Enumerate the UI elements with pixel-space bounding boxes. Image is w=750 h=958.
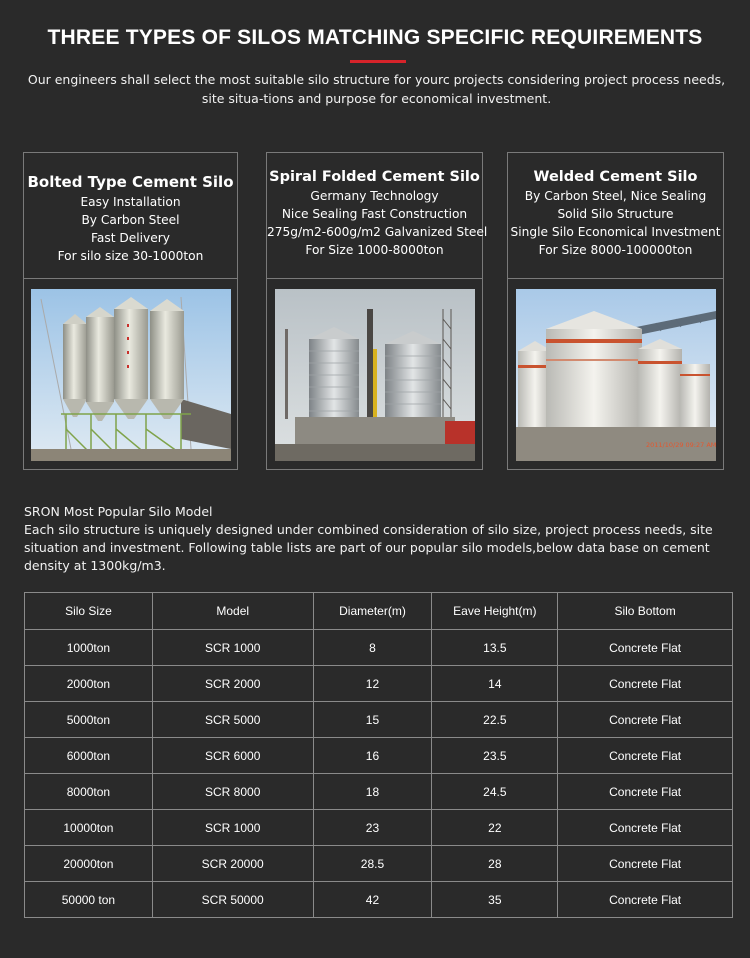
- table-cell: 16: [313, 738, 432, 774]
- table-cell: 23: [313, 810, 432, 846]
- intro-text: Our engineers shall select the most suitable silo structure for yourc projects considering project process needs, site situa-tions and purpose for economical investment.: [27, 72, 726, 106]
- table-cell: 13.5: [432, 630, 558, 666]
- table-cell: Concrete Flat: [558, 846, 733, 882]
- spiral-silo-photo: [275, 289, 475, 461]
- table-cell: 28: [432, 846, 558, 882]
- popular-models-section: [24, 503, 734, 575]
- table-cell: 42: [313, 882, 432, 918]
- table-cell: 28.5: [313, 846, 432, 882]
- table-cell: Concrete Flat: [558, 630, 733, 666]
- table-cell: 2000ton: [25, 666, 153, 702]
- card-feature: Single Silo Economical Investment: [510, 225, 721, 239]
- card-feature: For Size 1000-8000ton: [305, 243, 444, 257]
- column-header: Silo Size: [25, 593, 153, 630]
- table-cell: Concrete Flat: [558, 738, 733, 774]
- card-title: Spiral Folded Cement Silo: [269, 169, 480, 185]
- table-cell: 6000ton: [25, 738, 153, 774]
- table-cell: SCR 1000: [152, 630, 313, 666]
- table-cell: SCR 2000: [152, 666, 313, 702]
- table-cell: 35: [432, 882, 558, 918]
- table-header-row: [25, 593, 733, 630]
- silo-card-bolted: [23, 152, 238, 470]
- card-title: Bolted Type Cement Silo: [27, 173, 234, 191]
- table-row: [25, 846, 733, 882]
- page-title: THREE TYPES OF SILOS MATCHING SPECIFIC REQUIREMENTS: [47, 26, 703, 49]
- table-cell: SCR 5000: [152, 702, 313, 738]
- photo-timestamp: 2011/10/29 09:27 AM: [646, 441, 716, 449]
- table-cell: 18: [313, 774, 432, 810]
- card-feature: 275g/m2-600g/m2 Galvanized Steel: [267, 225, 488, 239]
- table-cell: 1000ton: [25, 630, 153, 666]
- card-feature: Solid Silo Structure: [557, 207, 674, 221]
- card-feature: By Carbon Steel: [81, 213, 180, 227]
- silo-models-table: [24, 592, 733, 918]
- table-cell: 8000ton: [25, 774, 153, 810]
- table-cell: 50000 ton: [25, 882, 153, 918]
- table-row: [25, 810, 733, 846]
- card-feature: Germany Technology: [310, 189, 439, 203]
- table-cell: Concrete Flat: [558, 666, 733, 702]
- card-feature: For Size 8000-100000ton: [538, 243, 693, 257]
- silo-card-spiral: [266, 152, 488, 470]
- table-cell: 10000ton: [25, 810, 153, 846]
- silo-card-welded: [507, 152, 724, 470]
- card-feature: By Carbon Steel, Nice Sealing: [524, 189, 707, 203]
- bolted-silo-photo: [31, 289, 231, 461]
- table-cell: 22: [432, 810, 558, 846]
- card-feature: Nice Sealing Fast Construction: [281, 207, 468, 221]
- column-header: Eave Height(m): [432, 593, 558, 630]
- table-cell: Concrete Flat: [558, 702, 733, 738]
- table-row: [25, 882, 733, 918]
- card-feature: For silo size 30-1000ton: [57, 249, 204, 263]
- table-cell: Concrete Flat: [558, 774, 733, 810]
- table-cell: 23.5: [432, 738, 558, 774]
- table-cell: SCR 8000: [152, 774, 313, 810]
- table-cell: 24.5: [432, 774, 558, 810]
- table-row: [25, 702, 733, 738]
- table-cell: 15: [313, 702, 432, 738]
- table-row: [25, 666, 733, 702]
- popular-description: Each silo structure is uniquely designed under combined consideration of silo size, project process needs, site situation and investment. Following table lists are part of our popular silo models,below data base on cement density at 1300kg/m3.: [24, 522, 713, 573]
- table-row: [25, 774, 733, 810]
- table-cell: 8: [313, 630, 432, 666]
- column-header: Model: [152, 593, 313, 630]
- table-cell: Concrete Flat: [558, 810, 733, 846]
- card-feature: Fast Delivery: [91, 231, 170, 245]
- card-feature: Easy Installation: [80, 195, 181, 209]
- table-cell: SCR 6000: [152, 738, 313, 774]
- table-row: [25, 738, 733, 774]
- table-cell: 5000ton: [25, 702, 153, 738]
- card-title: Welded Cement Silo: [533, 169, 698, 185]
- column-header: Diameter(m): [313, 593, 432, 630]
- table-cell: SCR 1000: [152, 810, 313, 846]
- column-header: Silo Bottom: [558, 593, 733, 630]
- table-cell: SCR 50000: [152, 882, 313, 918]
- title-underline: [350, 60, 406, 63]
- table-cell: 20000ton: [25, 846, 153, 882]
- table-cell: SCR 20000: [152, 846, 313, 882]
- popular-heading: SRON Most Popular Silo Model: [24, 504, 213, 519]
- table-cell: Concrete Flat: [558, 882, 733, 918]
- table-cell: 22.5: [432, 702, 558, 738]
- table-cell: 12: [313, 666, 432, 702]
- table-row: [25, 630, 733, 666]
- welded-silo-photo: [516, 289, 716, 461]
- table-cell: 14: [432, 666, 558, 702]
